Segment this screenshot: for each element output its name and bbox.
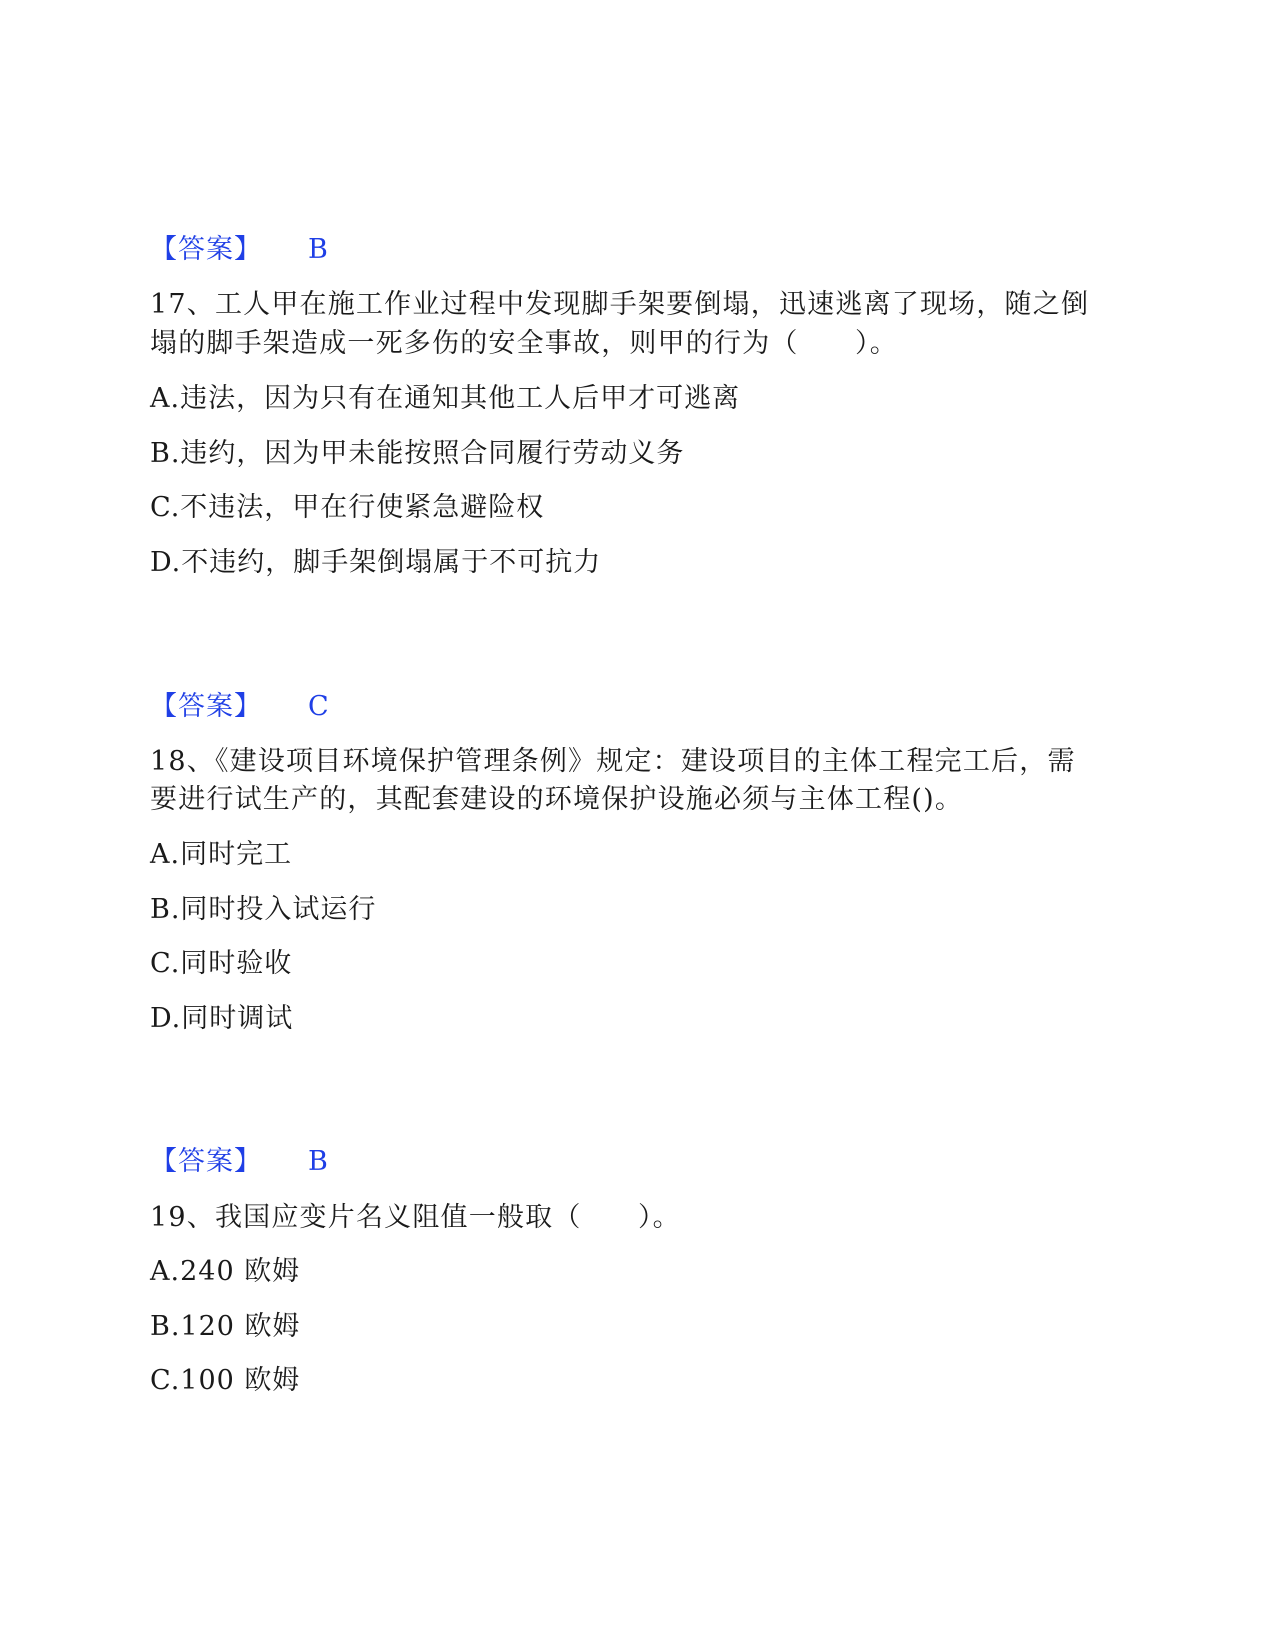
question-17-option-a: A.违法，因为只有在通知其他工人后甲才可逃离 <box>150 383 741 414</box>
answer-label: 【答案】 <box>150 691 262 722</box>
question-19-option-b: B.120 欧姆 <box>150 1311 301 1342</box>
question-17-option-c: C.不违法，甲在行使紧急避险权 <box>150 492 545 523</box>
question-19-option-a: A.240 欧姆 <box>150 1256 301 1287</box>
question-18-option-b: B.同时投入试运行 <box>150 894 377 925</box>
question-17-line-2: 塌的脚手架造成一死多伤的安全事故，则甲的行为（ ）。 <box>150 328 898 359</box>
question-17-line-1: 17、工人甲在施工作业过程中发现脚手架要倒塌，迅速逃离了现场，随之倒 <box>150 289 1090 320</box>
answer-label: 【答案】 <box>150 234 262 265</box>
question-18-option-d: D.同时调试 <box>150 1003 294 1034</box>
question-17-option-d: D.不违约，脚手架倒塌属于不可抗力 <box>150 547 602 578</box>
question-17-option-b: B.违约，因为甲未能按照合同履行劳动义务 <box>150 438 685 469</box>
question-18-option-a: A.同时完工 <box>150 839 293 870</box>
question-18-line-2: 要进行试生产的，其配套建设的环境保护设施必须与主体工程()。 <box>150 784 964 815</box>
question-19-option-c: C.100 欧姆 <box>150 1365 301 1396</box>
answer-value: B <box>308 1146 328 1177</box>
answer-line <box>150 690 329 724</box>
answer-line <box>150 233 328 267</box>
answer-value: C <box>308 691 329 722</box>
answer-line <box>150 1145 328 1179</box>
question-19-line-1: 19、我国应变片名义阻值一般取（ ）。 <box>150 1202 681 1233</box>
answer-value: B <box>308 234 328 265</box>
question-18-line-1: 18、《建设项目环境保护管理条例》规定：建设项目的主体工程完工后，需 <box>150 746 1076 777</box>
question-18-option-c: C.同时验收 <box>150 948 293 979</box>
answer-label: 【答案】 <box>150 1146 262 1177</box>
